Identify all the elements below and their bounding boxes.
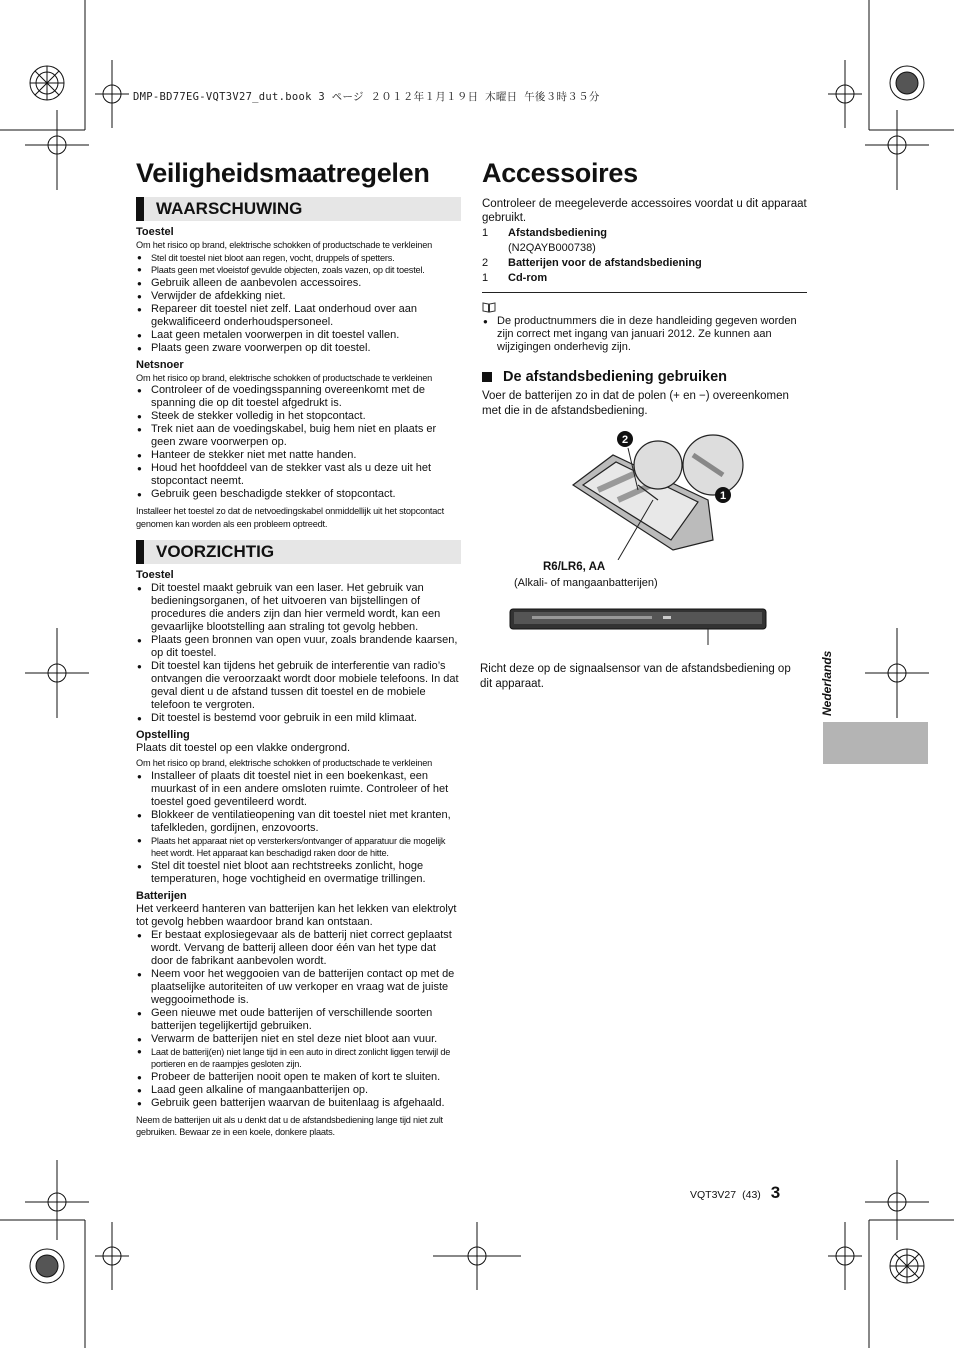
- note-list: [482, 315, 807, 354]
- batterijen-note: Neem de batterijen uit als u denkt dat u de afstandsbediening lange tijd niet zult gebruiken. Bewaar ze in een koele, donkere plaats.: [136, 1114, 443, 1137]
- netsnoer-note: Installeer het toestel zo dat de netvoedingskabel onmiddellijk uit het stopcontact genomen kan worden als een probleem optreedt.: [136, 506, 444, 529]
- warning-label: WAARSCHUWING: [156, 199, 303, 218]
- note-item: ● De productnummers die in deze handleiding gegeven worden zijn correct met ingang van januari 2012. Ze kunnen aan wijzigingen onderhevig zijn.: [482, 315, 807, 354]
- footer-code: VQT3V27: [690, 1189, 737, 1201]
- list-item: ● Gebruik alleen de aanbevolen accessoires.: [136, 277, 461, 290]
- list-item: ● Plaats geen bronnen van open vuur, zoals brandende kaarsen, op dit toestel.: [136, 634, 461, 660]
- list-item: ● Plaats geen zware voorwerpen op dit toestel.: [136, 342, 461, 355]
- batterijen-list: [136, 929, 461, 1110]
- list-item: ● Gebruik geen beschadigde stekker of stopcontact.: [136, 488, 461, 501]
- accessory-name: Afstandsbediening: [508, 227, 608, 239]
- list-item: ● Laat geen metalen voorwerpen in dit toestel vallen.: [136, 329, 461, 342]
- opstelling-text: Plaats dit toestel op een vlakke ondergrond.: [136, 742, 351, 754]
- list-item: ● Verwijder de afdekking niet.: [136, 290, 461, 303]
- list-item: ● Plaats geen met vloeistof gevulde objecten, zoals vazen, op dit toestel.: [136, 264, 461, 277]
- list-item: ● Plaats het apparaat niet op versterkers/ontvanger of apparatuur die mogelijk heet wordt. Het apparaat kan beschadigd raken door de hitte.: [136, 835, 461, 860]
- warning-toestel-intro: Om het risico op brand, elektrische schokken of productschade te verkleinen: [136, 240, 433, 250]
- sensor-instruction: Richt deze op de signaalsensor van de afstandsbediening op dit apparaat.: [480, 663, 791, 690]
- caution-toestel-list: [136, 582, 461, 725]
- accessories-list: [482, 226, 807, 286]
- list-item: ● Laat de batterij(en) niet lange tijd in een auto in direct zonlicht liggen terwijl de portieren en de raampjes gesloten zijn.: [136, 1046, 461, 1071]
- list-item: ● Blokkeer de ventilatieopening van dit toestel niet met kranten, tafelkleden, gordijnen, enzovoorts.: [136, 809, 461, 835]
- caution-label: VOORZICHTIG: [156, 542, 275, 561]
- list-item: ● Stel dit toestel niet bloot aan rechtstreeks zonlicht, hoge temperaturen, hoge vochtigheid en overmatige trillingen.: [136, 860, 461, 886]
- warning-content: [136, 226, 461, 530]
- language-tab-label: Nederlands: [820, 650, 834, 716]
- caution-toestel-title: Toestel: [136, 569, 174, 581]
- remote-section-title: [482, 369, 807, 385]
- list-item: ● Geen nieuwe met oude batterijen of verschillende soorten batterijen tegelijkertijd gebruiken.: [136, 1007, 461, 1033]
- section-square: [482, 372, 492, 382]
- caution-content: [136, 569, 461, 1139]
- list-item: ● Probeer de batterijen nooit open te maken of kort te sluiten.: [136, 1071, 461, 1084]
- divider: [482, 292, 807, 293]
- list-item: ● Trek niet aan de voedingskabel, buig hem niet en plaats er geen zware voorwerpen op.: [136, 423, 461, 449]
- warning-toestel-title: Toestel: [136, 226, 174, 238]
- battery-sub: (Alkali- of mangaanbatterijen): [514, 577, 658, 589]
- opstelling-intro: Om het risico op brand, elektrische schokken of productschade te verkleinen: [136, 758, 433, 768]
- accessory-item: [482, 256, 807, 271]
- accessory-qty: 1: [482, 227, 489, 239]
- footer: [690, 1183, 780, 1203]
- list-item: ● Controleer of de voedingsspanning overeenkomt met de spanning die op dit toestel afgedrukt is.: [136, 384, 461, 410]
- netsnoer-list: [136, 384, 461, 501]
- accessory-qty: 1: [482, 272, 489, 284]
- list-item: ● Er bestaat explosiegevaar als de batterij niet correct geplaatst wordt. Vervang de batterij alleen door één van het type dat door de fabrikant aanbevolen wordt.: [136, 929, 461, 968]
- list-item: ● Neem voor het weggooien van de batterijen contact op met de plaatselijke autoriteiten of uw verkoper en vraag wat de juiste weggooimethode is.: [136, 968, 461, 1007]
- page-number: 3: [770, 1183, 781, 1202]
- list-item: ● Gebruik geen batterijen waarvan de buitenlaag is afgehaald.: [136, 1097, 461, 1110]
- caution-section-bar: [136, 540, 461, 564]
- batterijen-title: Batterijen: [136, 889, 187, 902]
- accessories-intro: Controleer de meegeleverde accessoires voordat u dit apparaat gebruikt.: [482, 198, 807, 224]
- netsnoer-title: Netsnoer: [136, 358, 184, 371]
- list-item: ● Dit toestel kan tijdens het gebruik de interferentie van radio’s ontvangen die veroorzaakt wordt door mobiele telefoons. In dat geval dient u de afstand tussen dit toestel en de mobiele telefoon te vergroten.: [136, 660, 461, 712]
- battery-label: R6/LR6, AA: [543, 561, 606, 573]
- file-header-line: DMP-BD77EG-VQT3V27_dut.book 3 ページ ２０１２年１月１９日 木曜日 午後３時３５分: [133, 91, 600, 103]
- remote-title-text: De afstandsbediening gebruiken: [503, 369, 727, 385]
- remote-instruction: Voer de batterijen zo in dat de polen (+ en −) overeenkomen met die in de afstandsbediening.: [482, 390, 789, 417]
- list-item: ● Repareer dit toestel niet zelf. Laat onderhoud over aan gekwalificeerd onderhoudspersoneel.: [136, 303, 461, 329]
- accessory-item: [482, 271, 807, 286]
- netsnoer-intro: Om het risico op brand, elektrische schokken of productschade te verkleinen: [136, 372, 433, 383]
- list-item: ● Dit toestel is bestemd voor gebruik in een mild klimaat.: [136, 712, 461, 725]
- section-marker: [136, 540, 144, 564]
- accessories-title: Accessoires: [482, 158, 638, 188]
- safety-title: Veiligheidsmaatregelen: [136, 158, 430, 188]
- language-tab: [823, 722, 928, 764]
- player-illustration: [508, 605, 770, 645]
- list-item: ● Steek de stekker volledig in het stopcontact.: [136, 410, 461, 423]
- book-icon: [482, 301, 496, 313]
- left-column: [136, 158, 461, 1139]
- accessory-qty: 2: [482, 257, 489, 269]
- step-2-badge: 2: [621, 434, 629, 446]
- opstelling-title: Opstelling: [136, 729, 190, 741]
- warning-toestel-list: [136, 252, 461, 355]
- list-item: ● Laad geen alkaline of mangaanbatterijen op.: [136, 1084, 461, 1097]
- accessory-name: Cd-rom: [508, 272, 548, 284]
- warning-section-bar: [136, 197, 461, 221]
- list-item: ● Stel dit toestel niet bloot aan regen, vocht, druppels of spetters.: [136, 252, 461, 265]
- remote-battery-illustration: [558, 430, 758, 560]
- step-1-badge: 1: [719, 490, 727, 502]
- list-item: ● Verwarm de batterijen niet en stel deze niet bloot aan vuur.: [136, 1033, 461, 1046]
- footer-page-ref: (43): [742, 1189, 761, 1201]
- batterijen-text: Het verkeerd hanteren van batterijen kan het lekken van elektrolyt tot gevolg hebben waardoor brand kan ontstaan.: [136, 902, 457, 928]
- right-column: [482, 158, 807, 419]
- list-item: ● Hanteer de stekker niet met natte handen.: [136, 449, 461, 462]
- opstelling-list: [136, 770, 461, 886]
- accessory-code: (N2QAYB000738): [508, 242, 596, 254]
- list-item: ● Dit toestel maakt gebruik van een laser. Het gebruik van bedieningsorganen, of het uitvoeren van bijstellingen of procedures die anders zijn dan hier vermeld wordt, kan een gevaarlijke blootstelling aan straling tot gevolg hebben.: [136, 582, 461, 634]
- accessory-name: Batterijen voor de afstandsbediening: [508, 257, 702, 269]
- accessory-item: [482, 226, 807, 256]
- list-item: ● Installeer of plaats dit toestel niet in een boekenkast, een muurkast of in een andere omsloten ruimte. Controleer of het toestel goed geventileerd wordt.: [136, 770, 461, 809]
- list-item: ● Houd het hoofddeel van de stekker vast als u deze uit het stopcontact neemt.: [136, 462, 461, 488]
- section-marker: [136, 197, 144, 221]
